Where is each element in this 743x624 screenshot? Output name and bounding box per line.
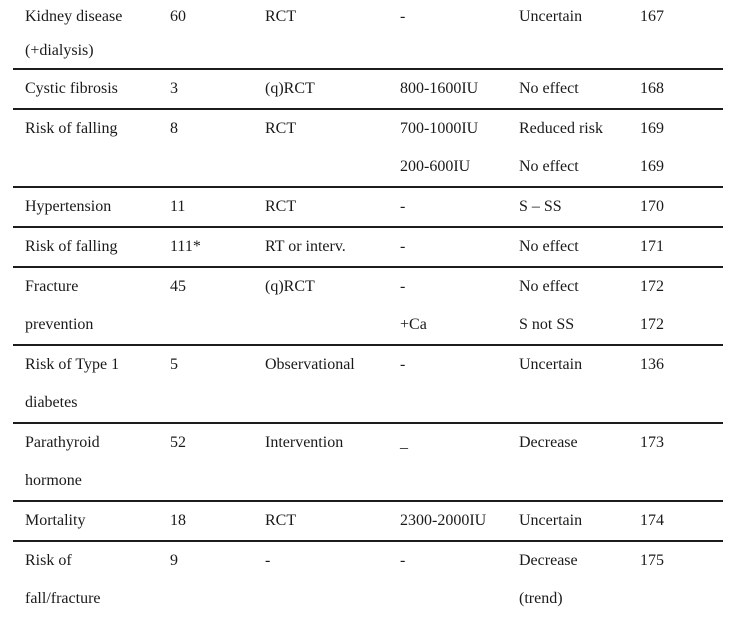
table-row: [13, 267, 723, 345]
cell-count: [170, 541, 265, 618]
cell-dose: [400, 267, 519, 345]
cell-study-type: [265, 109, 400, 187]
cell-condition: [13, 267, 170, 345]
effect-line: Reduced risk: [519, 120, 603, 137]
cell-effect: [519, 345, 640, 423]
reference-line: 172: [640, 316, 664, 333]
condition-line: Risk of: [25, 552, 72, 569]
count-value: 60: [170, 8, 186, 25]
condition-line: Risk of falling: [25, 238, 118, 255]
reference-line: 168: [640, 80, 664, 97]
table-row: [13, 109, 723, 187]
condition-line: Cystic fibrosis: [25, 80, 118, 97]
cell-condition: [13, 227, 170, 267]
cell-count: [170, 227, 265, 267]
table-row: [13, 69, 723, 109]
dose-line: 2300-2000IU: [400, 512, 487, 529]
cell-study-type: [265, 501, 400, 541]
effect-line: Uncertain: [519, 8, 583, 25]
effect-line: S – SS: [519, 198, 562, 215]
count-value: 5: [170, 356, 178, 373]
cell-count: [170, 0, 265, 69]
reference-line: 172: [640, 278, 664, 295]
study-type-line: (q)RCT: [265, 278, 315, 295]
condition-line: Parathyroid: [25, 434, 100, 451]
reference-line: 174: [640, 512, 664, 529]
reference-line: 169: [640, 158, 664, 175]
cell-dose: [400, 541, 519, 618]
table-row: [13, 345, 723, 423]
study-type-line: RCT: [265, 198, 297, 215]
dose-line: -: [400, 552, 406, 569]
count-value: 3: [170, 80, 178, 97]
dose-line: +Ca: [400, 316, 427, 333]
dose-line: -: [400, 278, 406, 295]
cell-reference: [640, 345, 723, 423]
table-row: [13, 423, 723, 501]
count-value: 52: [170, 434, 186, 451]
effect-line: Uncertain: [519, 512, 583, 529]
reference-line: 173: [640, 434, 664, 451]
cell-study-type: [265, 0, 400, 69]
study-type-line: RCT: [265, 512, 297, 529]
count-value: 8: [170, 120, 178, 137]
condition-line: (+dialysis): [25, 42, 94, 59]
cell-reference: [640, 69, 723, 109]
condition-line: hormone: [25, 472, 82, 489]
cell-study-type: [265, 345, 400, 423]
cell-effect: [519, 0, 640, 69]
effect-line: No effect: [519, 238, 579, 255]
effect-line: No effect: [519, 278, 579, 295]
cell-count: [170, 345, 265, 423]
condition-line: Hypertension: [25, 198, 112, 215]
cell-effect: [519, 541, 640, 618]
cell-count: [170, 501, 265, 541]
cell-dose: [400, 187, 519, 227]
cell-count: [170, 109, 265, 187]
cell-dose: [400, 109, 519, 187]
cell-study-type: [265, 267, 400, 345]
condition-line: fall/fracture: [25, 590, 101, 607]
cell-condition: [13, 345, 170, 423]
effect-line: No effect: [519, 158, 579, 175]
cell-dose: [400, 227, 519, 267]
cell-effect: [519, 187, 640, 227]
cell-reference: [640, 187, 723, 227]
cell-condition: [13, 501, 170, 541]
table-row: [13, 187, 723, 227]
cell-study-type: [265, 541, 400, 618]
cell-reference: [640, 267, 723, 345]
dose-line: -: [400, 8, 406, 25]
cell-condition: [13, 109, 170, 187]
cell-dose: [400, 501, 519, 541]
cell-reference: [640, 423, 723, 501]
reference-line: 170: [640, 198, 664, 215]
cell-study-type: [265, 423, 400, 501]
cell-study-type: [265, 69, 400, 109]
condition-line: diabetes: [25, 394, 78, 411]
study-type-line: RCT: [265, 8, 297, 25]
dose-line: 700-1000IU: [400, 120, 479, 137]
cell-dose: [400, 423, 519, 501]
cell-effect: [519, 69, 640, 109]
dose-line: _: [400, 434, 408, 451]
condition-line: Mortality: [25, 512, 86, 529]
dose-line: -: [400, 198, 406, 215]
table-row: [13, 501, 723, 541]
cell-effect: [519, 267, 640, 345]
study-type-line: Observational: [265, 356, 355, 373]
cell-count: [170, 69, 265, 109]
cell-dose: [400, 345, 519, 423]
condition-line: Risk of falling: [25, 120, 118, 137]
dose-line: 800-1600IU: [400, 80, 479, 97]
dose-line: -: [400, 356, 406, 373]
cell-condition: [13, 0, 170, 69]
effect-line: Decrease: [519, 434, 578, 451]
table-row: [13, 541, 723, 618]
cell-condition: [13, 423, 170, 501]
cell-reference: [640, 501, 723, 541]
condition-line: Kidney disease: [25, 8, 123, 25]
cell-condition: [13, 541, 170, 618]
dose-line: 200-600IU: [400, 158, 471, 175]
count-value: 18: [170, 512, 186, 529]
table-row: [13, 227, 723, 267]
cell-effect: [519, 227, 640, 267]
reference-line: 171: [640, 238, 664, 255]
dose-line: -: [400, 238, 406, 255]
count-value: 45: [170, 278, 186, 295]
cell-reference: [640, 541, 723, 618]
cell-condition: [13, 187, 170, 227]
cell-study-type: [265, 227, 400, 267]
count-value: 9: [170, 552, 178, 569]
effect-line: Uncertain: [519, 356, 583, 373]
cell-reference: [640, 109, 723, 187]
study-type-line: (q)RCT: [265, 80, 315, 97]
condition-line: Fracture: [25, 278, 79, 295]
count-value: 11: [170, 198, 186, 215]
cell-study-type: [265, 187, 400, 227]
cell-dose: [400, 0, 519, 69]
effect-line: (trend): [519, 590, 563, 607]
cell-dose: [400, 69, 519, 109]
cell-effect: [519, 109, 640, 187]
cell-effect: [519, 423, 640, 501]
table-row: [13, 0, 723, 69]
reference-line: 175: [640, 552, 664, 569]
study-type-line: RCT: [265, 120, 297, 137]
count-value: 111*: [170, 238, 201, 255]
studies-summary-table: [13, 0, 723, 618]
cell-condition: [13, 69, 170, 109]
cell-count: [170, 423, 265, 501]
reference-line: 136: [640, 356, 664, 373]
study-type-line: Intervention: [265, 434, 344, 451]
cell-reference: [640, 227, 723, 267]
condition-line: Risk of Type 1: [25, 356, 120, 373]
cell-effect: [519, 501, 640, 541]
study-type-line: RT or interv.: [265, 238, 346, 255]
cell-count: [170, 187, 265, 227]
effect-line: Decrease: [519, 552, 578, 569]
reference-line: 169: [640, 120, 664, 137]
effect-line: No effect: [519, 80, 579, 97]
reference-line: 167: [640, 8, 664, 25]
cell-count: [170, 267, 265, 345]
condition-line: prevention: [25, 316, 94, 333]
cell-reference: [640, 0, 723, 69]
study-type-line: -: [265, 552, 271, 569]
effect-line: S not SS: [519, 316, 575, 333]
